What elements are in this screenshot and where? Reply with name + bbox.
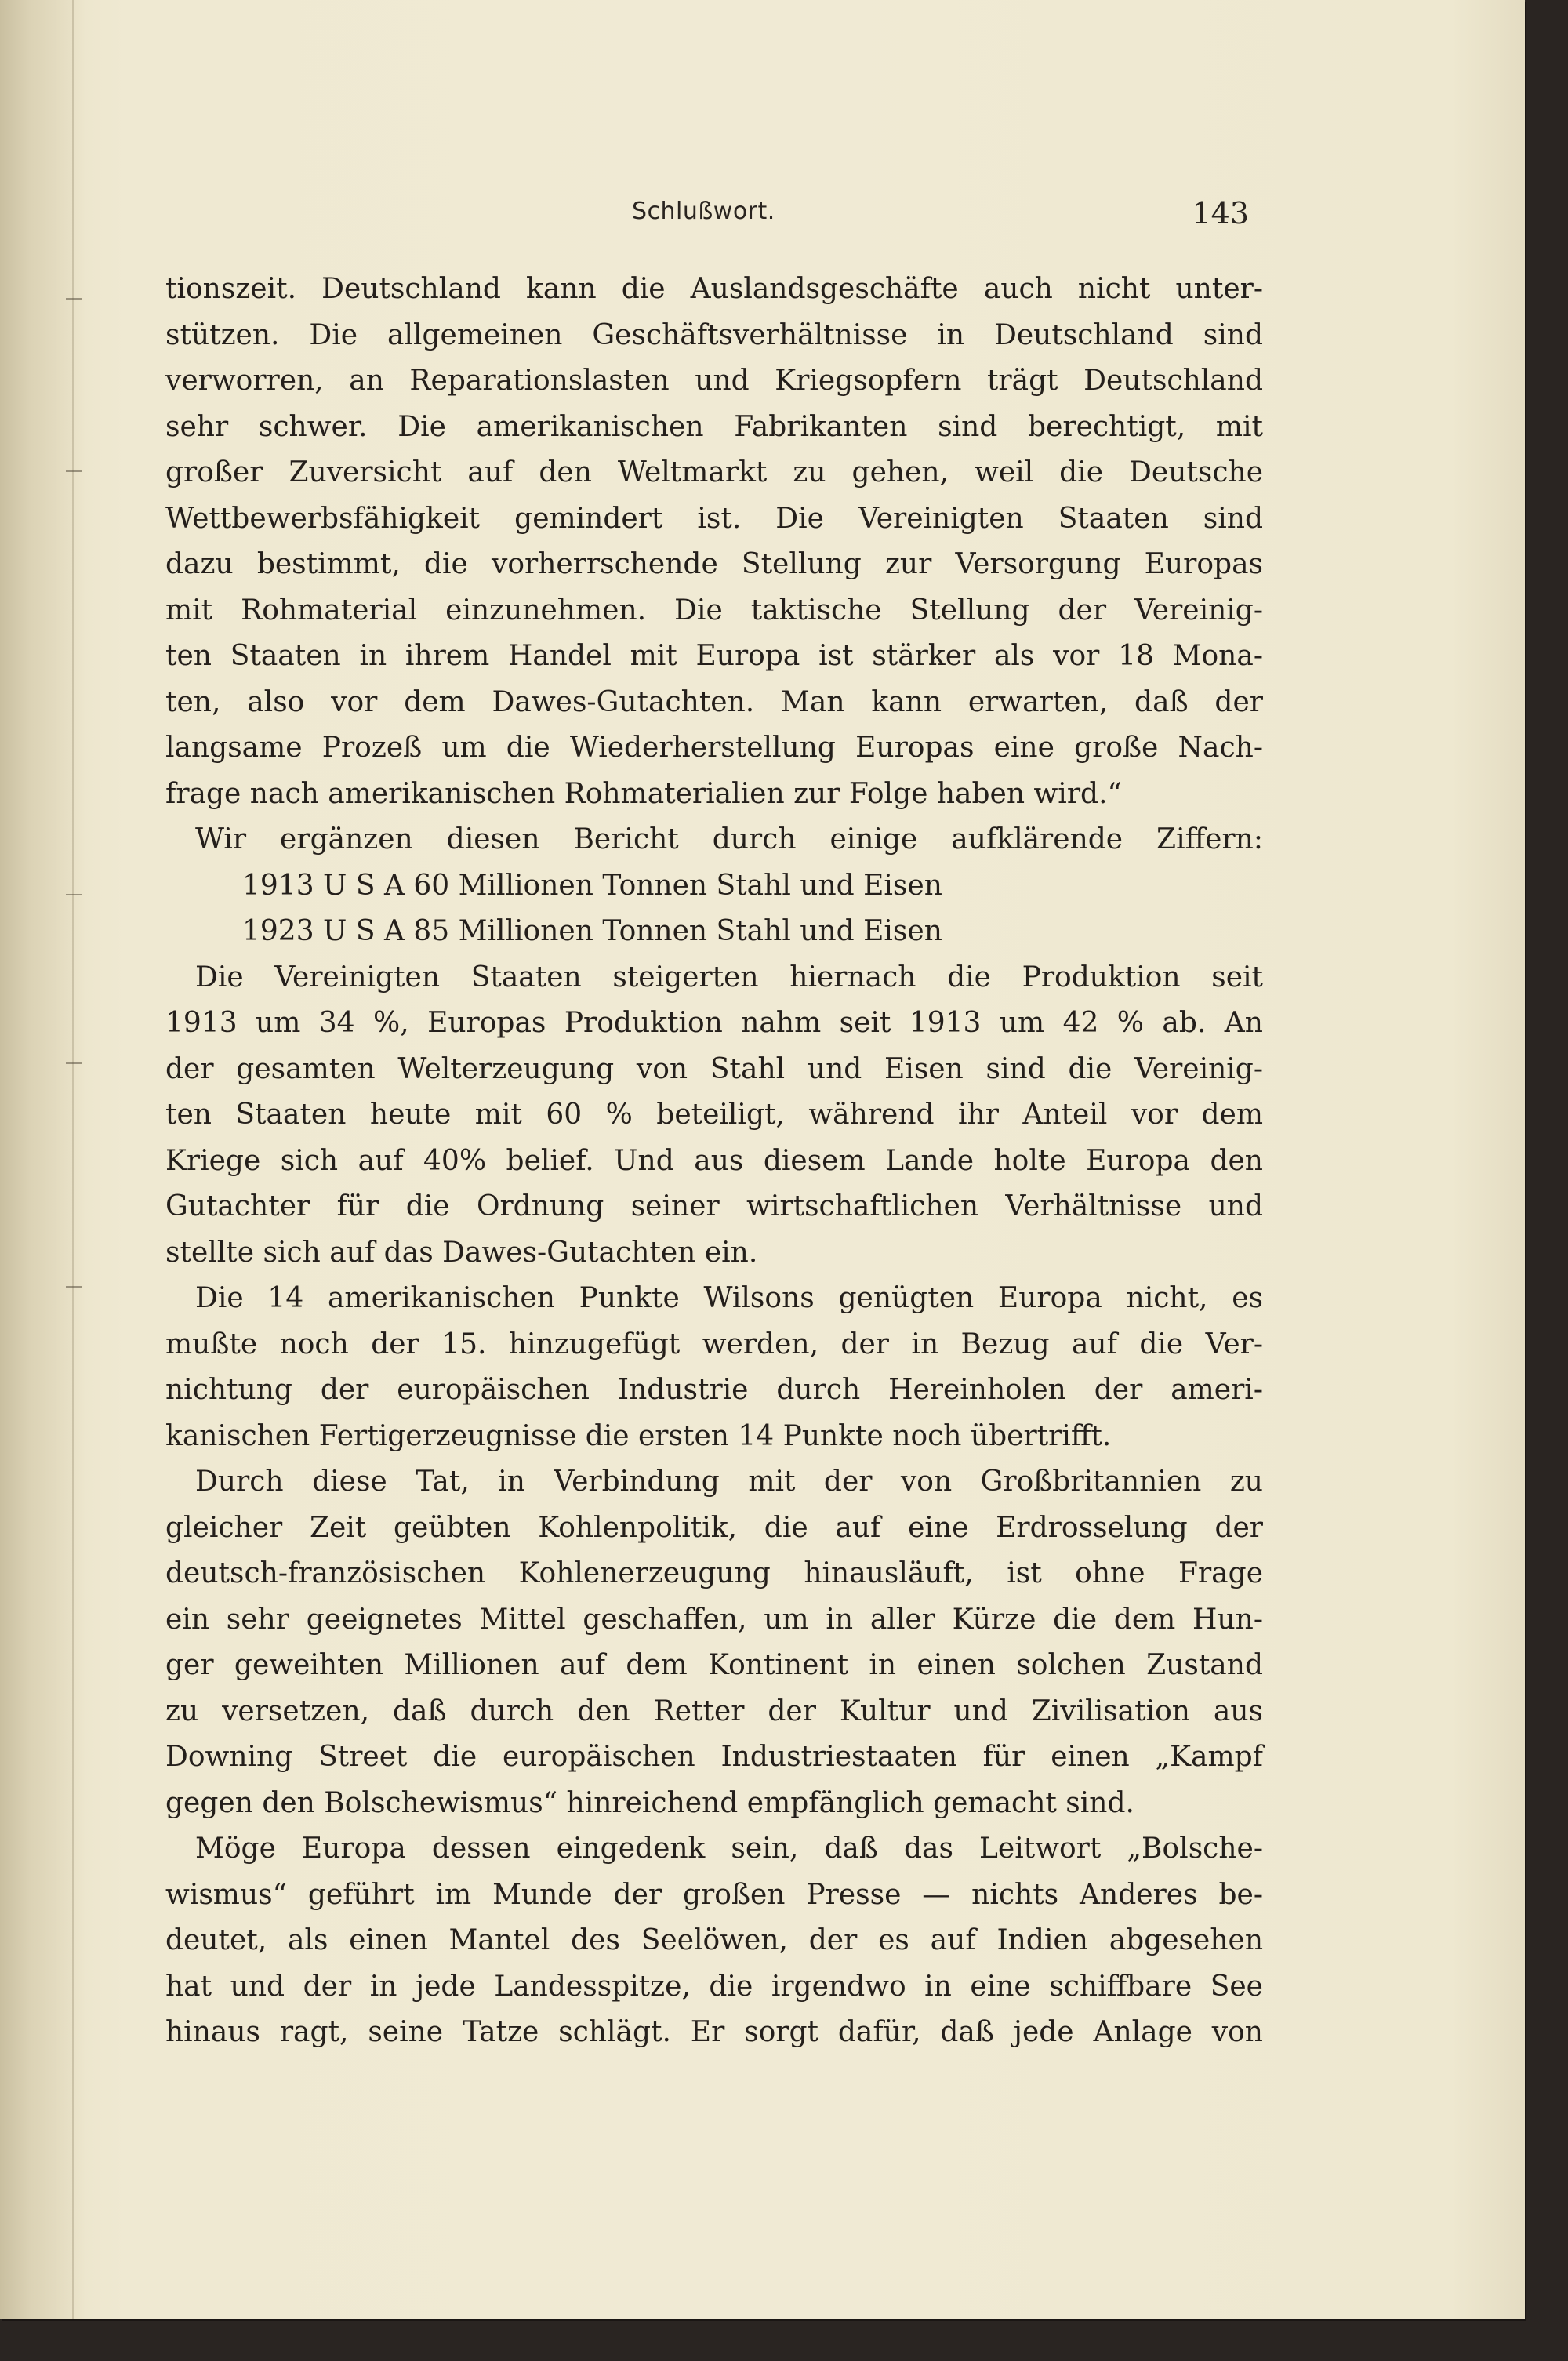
text-block (165, 187, 1263, 2056)
margin-mark (66, 894, 82, 895)
margin-pencil-marks (66, 0, 82, 2319)
text-line: nichtung der europäischen Industrie durch Hereinholen der ameri- (165, 1374, 1263, 1406)
text-line: zu versetzen, daß durch den Retter der Kultur und Zivilisation aus (165, 1694, 1263, 1727)
text-line: ten Staaten in ihrem Handel mit Europa ist stärker als vor 18 Mona- (165, 640, 1263, 672)
text-line: stützen. Die allgemeinen Geschäftsverhältnisse in Deutschland sind (165, 318, 1263, 351)
page-number: 143 (1192, 196, 1249, 231)
text-line: gleicher Zeit geübten Kohlenpolitik, die auf eine Erdrosselung der (165, 1511, 1263, 1544)
text-line: wismus“ geführt im Munde der großen Presse — nichts Anderes be- (165, 1878, 1263, 1911)
text-line: Kriege sich auf 40% belief. Und aus diesem Lande holte Europa den (165, 1144, 1263, 1177)
text-line: hinaus ragt, seine Tatze schlägt. Er sorgt dafür, daß jede Anlage von (165, 2016, 1263, 2048)
text-line: ten, also vor dem Dawes-Gutachten. Man kann erwarten, daß der (165, 685, 1263, 718)
margin-mark (66, 470, 82, 472)
text-line: tionszeit. Deutschland kann die Auslandsgeschäfte auch nicht unter- (165, 273, 1263, 305)
paragraph-start-line: Möge Europa dessen eingedenk sein, daß das Leitwort „Bolsche- (195, 1832, 1263, 1865)
statistics-row-1923: 1923 U S A 85 Millionen Tonnen Stahl und Eisen (242, 915, 942, 947)
text-line: deutet, als einen Mantel des Seelöwen, der es auf Indien abgesehen (165, 1924, 1263, 1956)
text-line: Gutachter für die Ordnung seiner wirtschaftlichen Verhältnisse und (165, 1190, 1263, 1222)
text-line: der gesamten Welterzeugung von Stahl und Eisen sind die Vereinig- (165, 1052, 1263, 1085)
paragraph-start-line: Die Vereinigten Staaten steigerten hiernach die Produktion seit (195, 961, 1263, 993)
running-header (165, 187, 1263, 249)
text-line: mußte noch der 15. hinzugefügt werden, der in Bezug auf die Ver- (165, 1328, 1263, 1360)
text-line: hat und der in jede Landesspitze, die irgendwo in eine schiffbare See (165, 1970, 1263, 2003)
text-line: deutsch-französischen Kohlenerzeugung hinausläuft, ist ohne Frage (165, 1557, 1263, 1589)
margin-mark (66, 1062, 82, 1064)
statistics-row-1913: 1913 U S A 60 Millionen Tonnen Stahl und Eisen (242, 869, 942, 902)
text-line: ein sehr geeignetes Mittel geschaffen, um in aller Kürze die dem Hun- (165, 1603, 1263, 1636)
text-line: langsame Prozeß um die Wiederherstellung Europas eine große Nach- (165, 732, 1263, 764)
paragraph-start-line: Wir ergänzen diesen Bericht durch einige aufklärende Ziffern: (195, 823, 1263, 855)
text-line: gegen den Bolschewismus“ hinreichend empfänglich gemacht sind. (165, 1786, 1134, 1819)
running-head-title: Schlußwort. (632, 198, 775, 225)
text-line: 1913 um 34 %, Europas Produktion nahm seit 1913 um 42 % ab. An (165, 1007, 1263, 1039)
margin-mark (66, 1286, 82, 1288)
text-line: stellte sich auf das Dawes-Gutachten ein. (165, 1236, 758, 1269)
text-line: kanischen Fertigerzeugnisse die ersten 14 Punkte noch übertrifft. (165, 1419, 1112, 1452)
text-line: mit Rohmaterial einzunehmen. Die taktische Stellung der Vereinig- (165, 594, 1263, 627)
paragraph-start-line: Die 14 amerikanischen Punkte Wilsons genügten Europa nicht, es (195, 1282, 1263, 1314)
margin-mark (66, 298, 82, 300)
text-line: verworren, an Reparationslasten und Kriegsopfern trägt Deutschland (165, 365, 1263, 397)
paragraph-start-line: Durch diese Tat, in Verbindung mit der von Großbritannien zu (195, 1466, 1263, 1498)
text-line: Wettbewerbsfähigkeit gemindert ist. Die Vereinigten Staaten sind (165, 502, 1263, 535)
text-line: großer Zuversicht auf den Weltmarkt zu gehen, weil die Deutsche (165, 456, 1263, 489)
body-text (165, 267, 1263, 2056)
text-line: ger geweihten Millionen auf dem Kontinent in einen solchen Zustand (165, 1649, 1263, 1681)
text-line: sehr schwer. Die amerikanischen Fabrikanten sind berechtigt, mit (165, 410, 1263, 443)
text-line: dazu bestimmt, die vorherrschende Stellung zur Versorgung Europas (165, 548, 1263, 580)
text-line: frage nach amerikanischen Rohmaterialien zur Folge haben wird.“ (165, 777, 1122, 810)
text-line: ten Staaten heute mit 60 % beteiligt, während ihr Anteil vor dem (165, 1099, 1263, 1131)
text-line: Downing Street die europäischen Industriestaaten für einen „Kampf (165, 1741, 1263, 1773)
